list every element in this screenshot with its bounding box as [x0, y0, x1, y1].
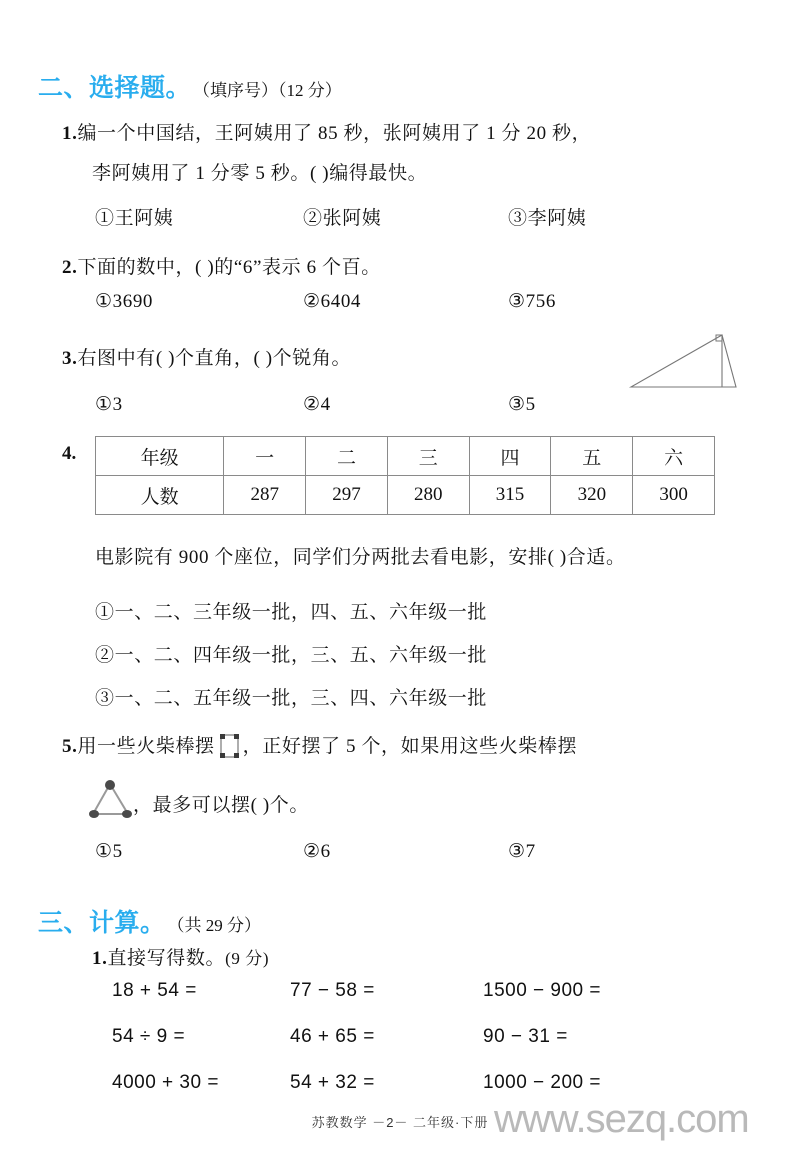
question-1-option-2[interactable]: ②张阿姨: [303, 208, 382, 229]
calc-subsection-1: [92, 943, 269, 970]
table-header-count: 人数: [96, 476, 224, 515]
calc-problem-r3c1: 4000 + 30 =: [112, 1072, 219, 1093]
section-title-calc: 三、计算。: [38, 909, 166, 937]
question-2-options: [0, 290, 800, 316]
question-5-option-1[interactable]: ①5: [95, 841, 123, 862]
question-5-options: [0, 840, 800, 866]
question-4-option-2[interactable]: ②一、二、四年级一批，三、五、六年级一批: [95, 645, 488, 666]
question-1-line-1: [62, 118, 591, 145]
question-2-option-3[interactable]: ③756: [508, 291, 556, 312]
question-4-number: 4.: [62, 443, 77, 464]
calc-sub-number: 1.: [92, 948, 108, 969]
calc-problem-r3c3: 1000 − 200 =: [483, 1072, 601, 1093]
question-3-option-3[interactable]: ③5: [508, 394, 536, 415]
table-cell-grade-1: 一: [224, 437, 306, 476]
grade-enrollment-table: [95, 436, 715, 515]
table-header-grade: 年级: [96, 437, 224, 476]
question-3-text-1: 右图中有( )个直角，( )个锐角。: [77, 348, 352, 369]
question-2-number: 2.: [62, 257, 78, 278]
calc-problem-r1c2: 77 − 58 =: [290, 980, 375, 1001]
table-cell-count-6: 300: [633, 476, 715, 515]
table-cell-count-2: 297: [306, 476, 388, 515]
table-row-counts: [96, 476, 715, 515]
table-cell-count-4: 315: [469, 476, 551, 515]
calc-sub-points: (9 分): [225, 949, 270, 968]
triangle-with-altitude-icon: [628, 330, 740, 392]
calc-problem-r2c3: 90 − 31 =: [483, 1026, 568, 1047]
section-heading-calc: [38, 903, 261, 939]
section-heading-choice: [38, 68, 342, 104]
calc-sub-title: 直接写得数。: [107, 948, 226, 969]
question-4-option-1[interactable]: ①一、二、三年级一批，四、五、六年级一批: [95, 602, 488, 623]
table-cell-grade-6: 六: [633, 437, 715, 476]
question-5-option-3[interactable]: ③7: [508, 841, 536, 862]
table-cell-grade-2: 二: [306, 437, 388, 476]
question-4-line-1: 电影院有 900 个座位，同学们分两批去看电影，安排( )合适。: [95, 547, 626, 568]
table-cell-count-3: 280: [387, 476, 469, 515]
table-cell-count-1: 287: [224, 476, 306, 515]
section-subtitle-calc: （共 29 分）: [167, 916, 262, 935]
table-row-grades: [96, 437, 715, 476]
table-cell-grade-4: 四: [469, 437, 551, 476]
matchstick-triangle-icon: [88, 778, 134, 825]
question-3-number: 3.: [62, 348, 78, 369]
question-2-option-1[interactable]: ①3690: [95, 291, 154, 312]
question-5-line-2: ，最多可以摆( )个。: [133, 795, 310, 816]
calc-problem-r2c1: 54 ÷ 9 =: [112, 1026, 186, 1047]
section-title: 二、选择题。: [38, 74, 192, 102]
question-1-option-3[interactable]: ③李阿姨: [508, 208, 587, 229]
table-cell-count-5: 320: [551, 476, 633, 515]
question-1-line-2: 李阿姨用了 1 分零 5 秒。( )编得最快。: [92, 163, 428, 184]
question-5-number: 5.: [62, 736, 78, 757]
calc-problem-r1c1: 18 + 54 =: [112, 980, 197, 1001]
question-2-text-1: 下面的数中，( )的“6”表示 6 个百。: [77, 257, 381, 278]
question-4-option-3[interactable]: ③一、二、五年级一批，三、四、六年级一批: [95, 688, 488, 709]
question-3-option-2[interactable]: ②4: [303, 394, 331, 415]
calc-problem-r3c2: 54 + 32 =: [290, 1072, 375, 1093]
question-1-number: 1.: [62, 123, 78, 144]
question-3-line-1: [62, 343, 351, 370]
page-footer: 苏教数学 －2－ 二年级·下册: [311, 1115, 489, 1130]
calc-problem-r2c2: 46 + 65 =: [290, 1026, 375, 1047]
section-subtitle: （填序号）（12 分）: [193, 81, 342, 100]
question-1-text-1: 编一个中国结，王阿姨用了 85 秒，张阿姨用了 1 分 20 秒，: [77, 123, 592, 144]
site-watermark: www.sezq.com: [494, 1097, 749, 1141]
question-3-option-1[interactable]: ①3: [95, 394, 123, 415]
matchstick-square-icon: [216, 732, 242, 766]
right-triangle-figure: [628, 330, 740, 397]
table-cell-grade-5: 五: [551, 437, 633, 476]
calc-problem-r1c3: 1500 − 900 =: [483, 980, 601, 1001]
question-5-line-1: [62, 731, 577, 766]
question-1-option-1[interactable]: ①王阿姨: [95, 208, 174, 229]
question-5-text-a: 用一些火柴棒摆: [77, 736, 215, 757]
question-5-option-2[interactable]: ②6: [303, 841, 331, 862]
question-2-option-2[interactable]: ②6404: [303, 291, 362, 312]
table-cell-grade-3: 三: [387, 437, 469, 476]
question-5-text-b: ，正好摆了 5 个，如果用这些火柴棒摆: [242, 736, 578, 757]
question-3-options: [0, 393, 800, 419]
question-2-line-1: [62, 252, 381, 279]
question-1-options: [0, 203, 800, 229]
